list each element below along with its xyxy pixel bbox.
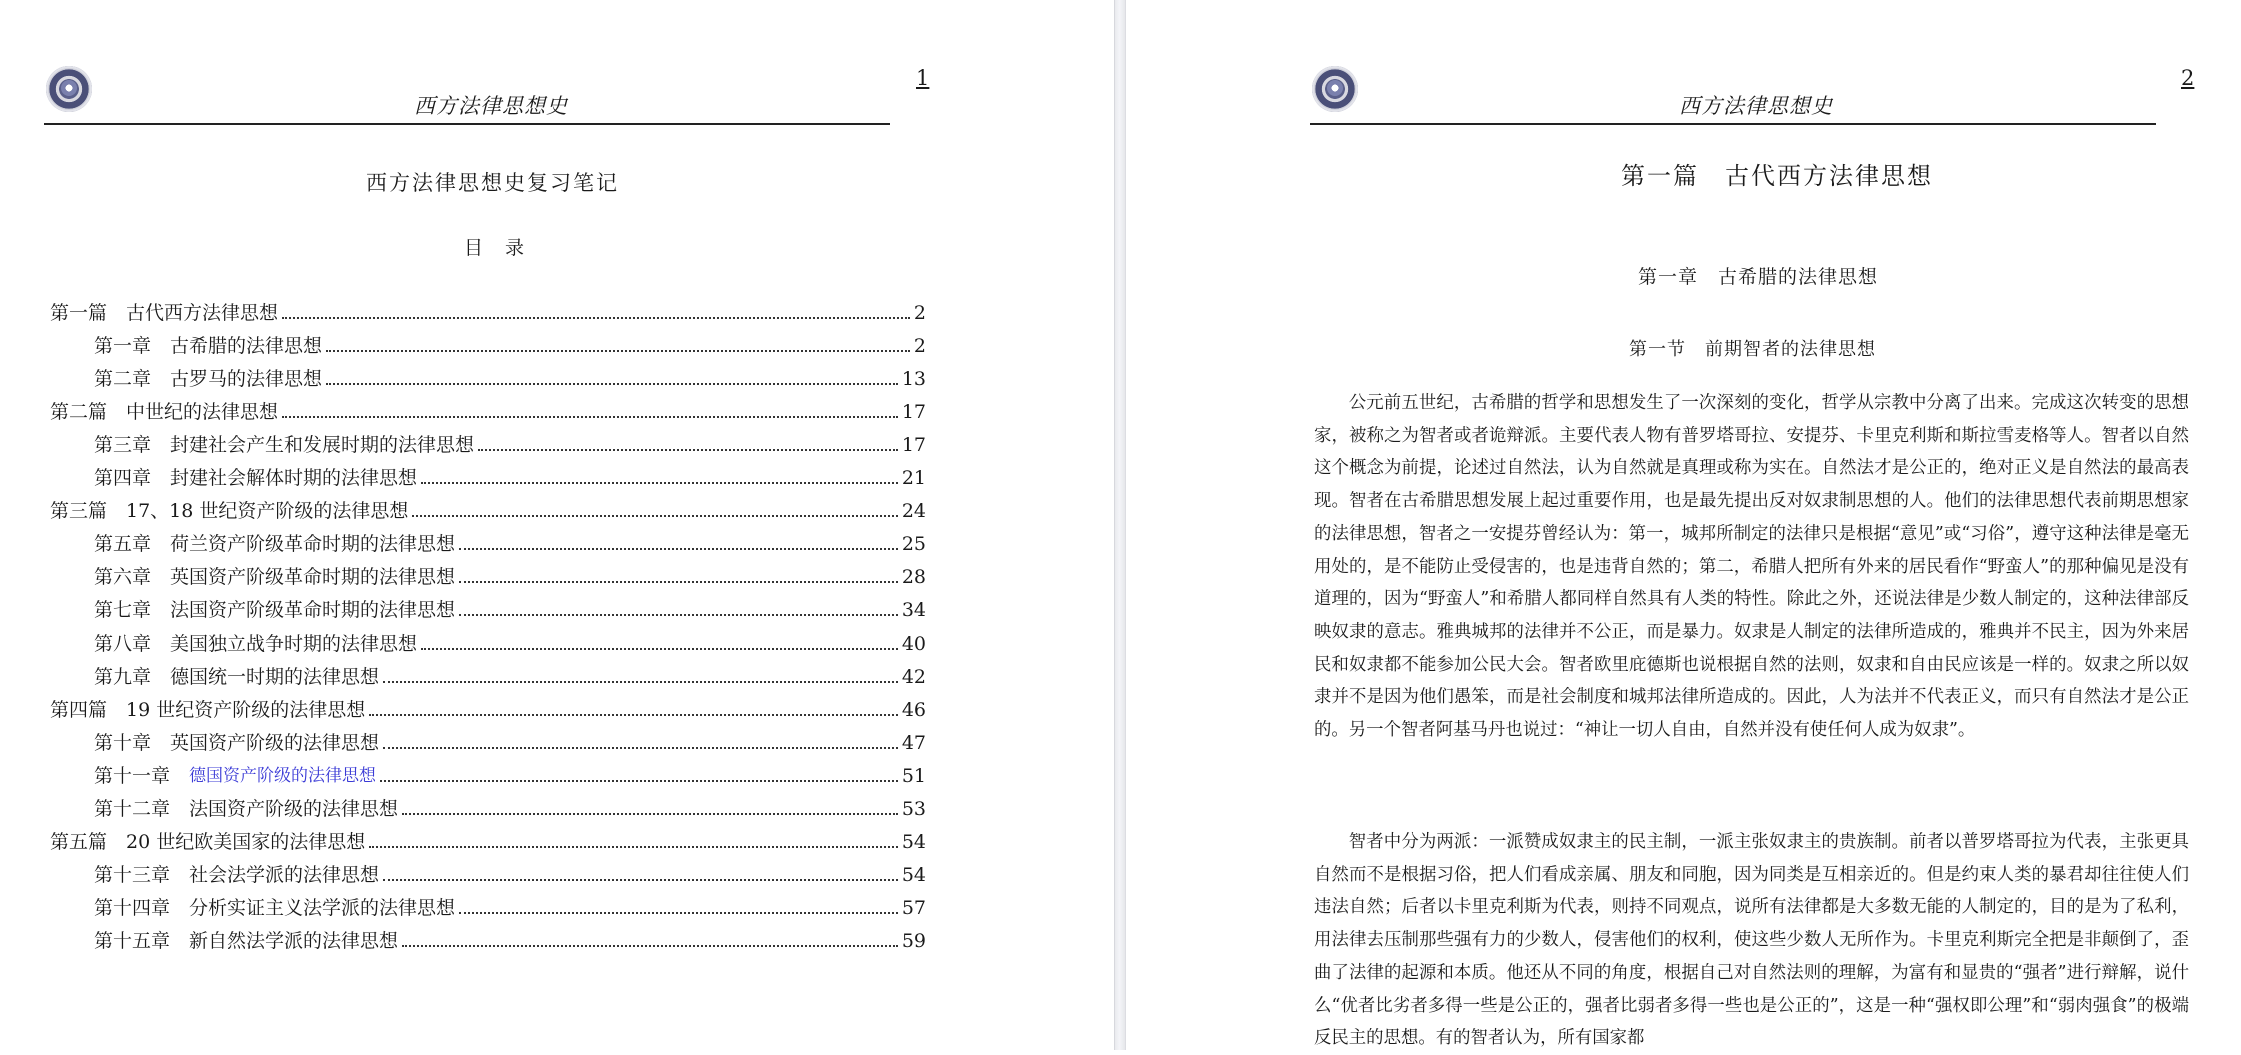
- toc-entry-chapter[interactable]: [94, 928, 926, 954]
- toc-page-number: 28: [901, 566, 926, 589]
- toc-entry-part[interactable]: [50, 399, 926, 425]
- toc-page-number: 24: [901, 500, 926, 523]
- toc-leader-dots: [369, 714, 898, 716]
- toc-heading: 目 录: [464, 237, 533, 259]
- toc-leader-dots: [478, 449, 898, 451]
- toc-page-number: 53: [901, 797, 926, 820]
- toc-page-number: 57: [901, 896, 926, 919]
- toc-entry-title: 第一章 古希腊的法律思想: [94, 335, 323, 358]
- toc-entry-title: 第八章 美国独立战争时期的法律思想: [94, 632, 418, 655]
- toc-entry-part[interactable]: [50, 498, 926, 524]
- toc-entry-chapter[interactable]: [94, 730, 926, 756]
- toc-entry-chapter[interactable]: [94, 366, 926, 392]
- document-title: 西方法律思想史复习笔记: [366, 171, 619, 195]
- toc-leader-dots: [326, 350, 910, 352]
- toc-page-number: 47: [901, 731, 926, 754]
- toc-entry-title: 第四篇 19 世纪资产阶级的法律思想: [50, 698, 366, 721]
- toc-page-number: 21: [901, 467, 926, 490]
- toc-leader-dots: [402, 813, 898, 815]
- page-gutter: [1114, 0, 1126, 1050]
- section-title: 第一节 前期智者的法律思想: [1629, 339, 1876, 360]
- toc-entry-title: 第十三章 社会法学派的法律思想: [94, 863, 380, 886]
- toc-page-number: 34: [901, 599, 926, 622]
- toc-entry-title: 第十四章 分析实证主义法学派的法律思想: [94, 896, 456, 919]
- page-number: 2: [2181, 66, 2195, 90]
- toc-entry-title: 第五篇 20 世纪欧美国家的法律思想: [50, 830, 366, 853]
- toc-leader-dots: [459, 614, 898, 616]
- toc-entry-title: 第五章 荷兰资产阶级革命时期的法律思想: [94, 533, 456, 556]
- running-header-title: 西方法律思想史: [1679, 94, 1833, 118]
- toc-leader-dots: [282, 317, 910, 319]
- toc-entry-chapter[interactable]: [94, 862, 926, 888]
- toc-entry-chapter[interactable]: [94, 432, 926, 458]
- toc-entry-title: 第二章 古罗马的法律思想: [94, 368, 323, 391]
- seal-center: [61, 80, 77, 96]
- seal-center: [1327, 80, 1343, 96]
- running-header-title: 西方法律思想史: [414, 94, 568, 118]
- toc-entry-title: 第四章 封建社会解体时期的法律思想: [94, 467, 418, 490]
- toc-entry-title: 第三章 封建社会产生和发展时期的法律思想: [94, 434, 475, 457]
- toc-entry-title: 第十五章 新自然法学派的法律思想: [94, 929, 399, 952]
- toc-leader-dots: [326, 383, 898, 385]
- toc-page-number: 17: [901, 434, 926, 457]
- toc-entry-title: 第一篇 古代西方法律思想: [50, 302, 279, 324]
- page-number: 1: [916, 66, 930, 90]
- toc-page-number: 54: [901, 830, 926, 853]
- toc-page-number: 13: [901, 368, 926, 391]
- toc-entry-title: 第九章 德国统一时期的法律思想: [94, 665, 380, 688]
- toc-entry-chapter[interactable]: [94, 333, 926, 359]
- toc-entry-chapter[interactable]: [94, 531, 926, 557]
- toc-entry-chapter[interactable]: [94, 895, 926, 921]
- toc-entry-title: 第六章 英国资产阶级革命时期的法律思想: [94, 566, 456, 589]
- toc-entry-chapter[interactable]: [94, 763, 926, 789]
- university-seal-logo: [46, 66, 92, 112]
- toc-page-number: 51: [901, 764, 926, 787]
- toc-leader-dots: [383, 747, 898, 749]
- toc-page-number: 54: [901, 863, 926, 886]
- toc-entry-chapter[interactable]: [94, 631, 926, 657]
- toc-entry-part[interactable]: [50, 300, 926, 326]
- toc-leader-dots: [421, 482, 898, 484]
- toc-page-number: 17: [901, 401, 926, 424]
- toc-leader-dots: [459, 548, 898, 550]
- toc-leader-dots: [369, 846, 898, 848]
- toc-entry-chapter[interactable]: [94, 796, 926, 822]
- toc-page-number: 2: [913, 302, 926, 324]
- body-paragraph: 智者中分为两派：一派赞成奴隶主的民主制，一派主张奴隶主的贵族制。前者以普罗塔哥拉为代表，主张更具自然而不是根据习俗，把人们看成亲属、朋友和同胞，因为同类是互相亲近的。但是约束人类的暴君却往往使人们违法自然；后者以卡里克利斯为代表，则持不同观点，说所有法律都是大多数无能的人制定的，目的是为了私利，用法律去压制那些强有力的少数人，侵害他们的权利，使这些少数人无所作为。卡里克利斯完全把是非颠倒了，歪曲了法律的起源和本质。他还从不同的角度，根据自己对自然法则的理解，为富有和显贵的“强者”进行辩解，说什么“优者比劣者多得一些是公正的，强者比弱者多得一些也是公正的”，这是一种“强权即公理”和“弱肉强食”的极端反民主的思想。有的智者认为，所有国家都: [1314, 832, 2189, 1049]
- toc-entry-title: 第十一章: [94, 764, 190, 787]
- toc-leader-dots: [459, 581, 898, 583]
- toc-page-number: 59: [901, 929, 926, 952]
- toc-page-number: 25: [901, 533, 926, 556]
- header-rule: [1310, 123, 2156, 125]
- toc-entry-title: 第二篇 中世纪的法律思想: [50, 401, 279, 424]
- toc-entry-title: 第三篇 17、18 世纪资产阶级的法律思想: [50, 500, 409, 523]
- toc-entry-part[interactable]: [50, 829, 926, 855]
- chapter-title: 第一章 古希腊的法律思想: [1638, 266, 1879, 288]
- toc-leader-dots: [412, 515, 897, 517]
- toc-entry-chapter[interactable]: [94, 564, 926, 590]
- toc-page-number: 42: [901, 665, 926, 688]
- part-title: 第一篇 古代西方法律思想: [1621, 162, 1933, 190]
- toc-leader-dots: [380, 780, 898, 782]
- toc-entry-chapter[interactable]: [94, 664, 926, 690]
- toc-hyperlink[interactable]: 德国资产阶级的法律思想: [189, 765, 377, 786]
- toc-entry-chapter[interactable]: [94, 465, 926, 491]
- body-paragraph: 公元前五世纪，古希腊的哲学和思想发生了一次深刻的变化，哲学从宗教中分离了出来。完成这次转变的思想家，被称之为智者或者诡辩派。主要代表人物有普罗塔哥拉、安提芬、卡里克利斯和斯拉雪麦格等人。智者以自然这个概念为前提，论述过自然法，认为自然就是真理或称为实在。自然法才是公正的，绝对正义是自然法的最高表现。智者在古希腊思想发展上起过重要作用，也是最先提出反对奴隶制思想的人。他们的法律思想代表前期思想家的法律思想，智者之一安提芬曾经认为：第一，城邦所制定的法律只是根据“意见”或“习俗”，遵守这种法律是毫无用处的，是不能防止受侵害的，也是违背自然的；第二，希腊人把所有外来的居民看作“野蛮人”的那种偏见是没有道理的，因为“野蛮人”和希腊人都同样自然具有人类的特性。除此之外，还说法律是少数人制定的，这种法律部反映奴隶的意志。雅典城邦的法律并不公正，而是暴力。奴隶是人制定的法律所造成的，雅典并不民主，因为外来居民和奴隶都不能参加公民大会。智者欧里庇德斯也说根据自然的法则，奴隶和自由民应该是一样的。奴隶之所以奴隶并不是因为他们愚笨，而是社会制度和城邦法律所造成的。因此，人为法并不代表正义，而只有自然法才是公正的。另一个智者阿基马丹也说过：“神让一切人自由，自然并没有使任何人成为奴隶”。: [1314, 393, 2189, 741]
- toc-leader-dots: [383, 879, 898, 881]
- toc-entry-part[interactable]: [50, 697, 926, 723]
- toc-leader-dots: [282, 416, 898, 418]
- toc-leader-dots: [402, 945, 898, 947]
- toc-entry-title: 第七章 法国资产阶级革命时期的法律思想: [94, 599, 456, 622]
- toc-leader-dots: [383, 681, 898, 683]
- toc-entry-title: 第十章 英国资产阶级的法律思想: [94, 731, 380, 754]
- toc-page-number: 40: [901, 632, 926, 655]
- header-rule: [44, 123, 890, 125]
- toc-entry-title: 第十二章 法国资产阶级的法律思想: [94, 797, 399, 820]
- toc-entry-chapter[interactable]: [94, 597, 926, 623]
- university-seal-logo: [1312, 66, 1358, 112]
- toc-page-number: 46: [901, 698, 926, 721]
- toc-page-number: 2: [913, 335, 926, 358]
- toc-leader-dots: [421, 648, 898, 650]
- toc-leader-dots: [459, 912, 898, 914]
- document-page-1: [0, 0, 1114, 1050]
- document-page-2: [1126, 0, 2241, 1050]
